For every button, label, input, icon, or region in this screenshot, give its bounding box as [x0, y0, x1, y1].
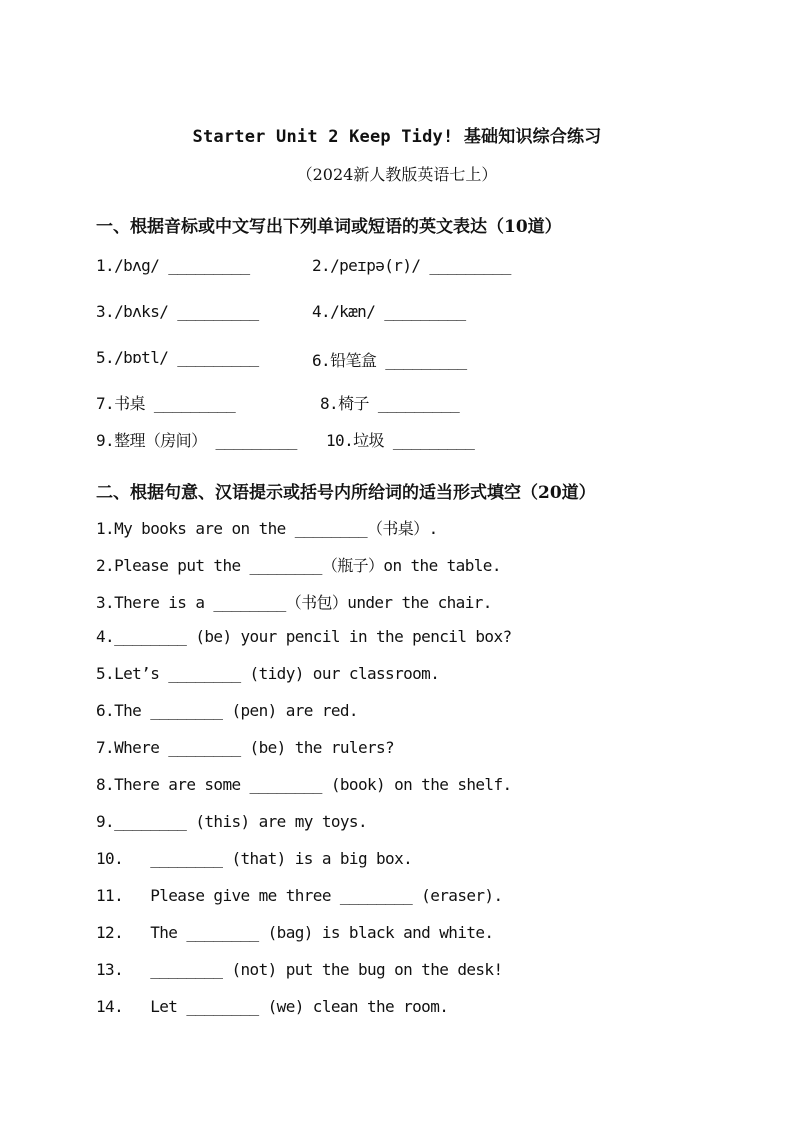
s2-item-4: 4.________ (be) your pencil in the pencil box? — [96, 627, 512, 646]
s2-item-14: 14. Let ________ (we) clean the room. — [96, 997, 449, 1016]
s1-item-5: 5./bɒtl/ _________ — [96, 348, 259, 367]
s2-item-1: 1.My books are on the ________（书桌）. — [96, 519, 438, 538]
s2-item-9: 9.________ (this) are my toys. — [96, 812, 367, 831]
s2-item-5: 5.Let’s ________ (tidy) our classroom. — [96, 664, 440, 683]
s1-item-6: 6.铅笔盒 _________ — [312, 351, 467, 370]
s1-item-2: 2./peɪpə(r)/ _________ — [312, 256, 511, 275]
section1-heading: 一、根据音标或中文写出下列单词或短语的英文表达（10道） — [96, 217, 562, 237]
s2-item-6: 6.The ________ (pen) are red. — [96, 701, 358, 720]
s2-item-13: 13. ________ (not) put the bug on the desk! — [96, 960, 503, 979]
s2-item-7: 7.Where ________ (be) the rulers? — [96, 738, 395, 757]
s2-item-8: 8.There are some ________ (book) on the shelf. — [96, 775, 512, 794]
page-subtitle: （2024新人教版英语七上） — [296, 165, 498, 184]
s1-item-4: 4./kæn/ _________ — [312, 302, 466, 321]
page-title: Starter Unit 2 Keep Tidy! 基础知识综合练习 — [192, 127, 602, 147]
s2-item-3: 3.There is a ________（书包）under the chair. — [96, 593, 492, 612]
s2-item-2: 2.Please put the ________（瓶子）on the table. — [96, 556, 501, 575]
s2-item-10: 10. ________ (that) is a big box. — [96, 849, 413, 868]
s1-item-10: 10.垃圾 _________ — [326, 431, 475, 450]
section2-heading: 二、根据句意、汉语提示或括号内所给词的适当形式填空（20道） — [96, 483, 596, 503]
s1-item-9: 9.整理（房间） _________ — [96, 431, 297, 450]
s2-item-11: 11. Please give me three ________ (eraser). — [96, 886, 503, 905]
s1-item-7: 7.书桌 _________ — [96, 394, 236, 413]
s1-item-3: 3./bʌks/ _________ — [96, 302, 259, 321]
s1-item-8: 8.椅子 _________ — [320, 394, 460, 413]
s1-item-1: 1./bʌg/ _________ — [96, 256, 250, 275]
s2-item-12: 12. The ________ (bag) is black and white. — [96, 923, 494, 942]
